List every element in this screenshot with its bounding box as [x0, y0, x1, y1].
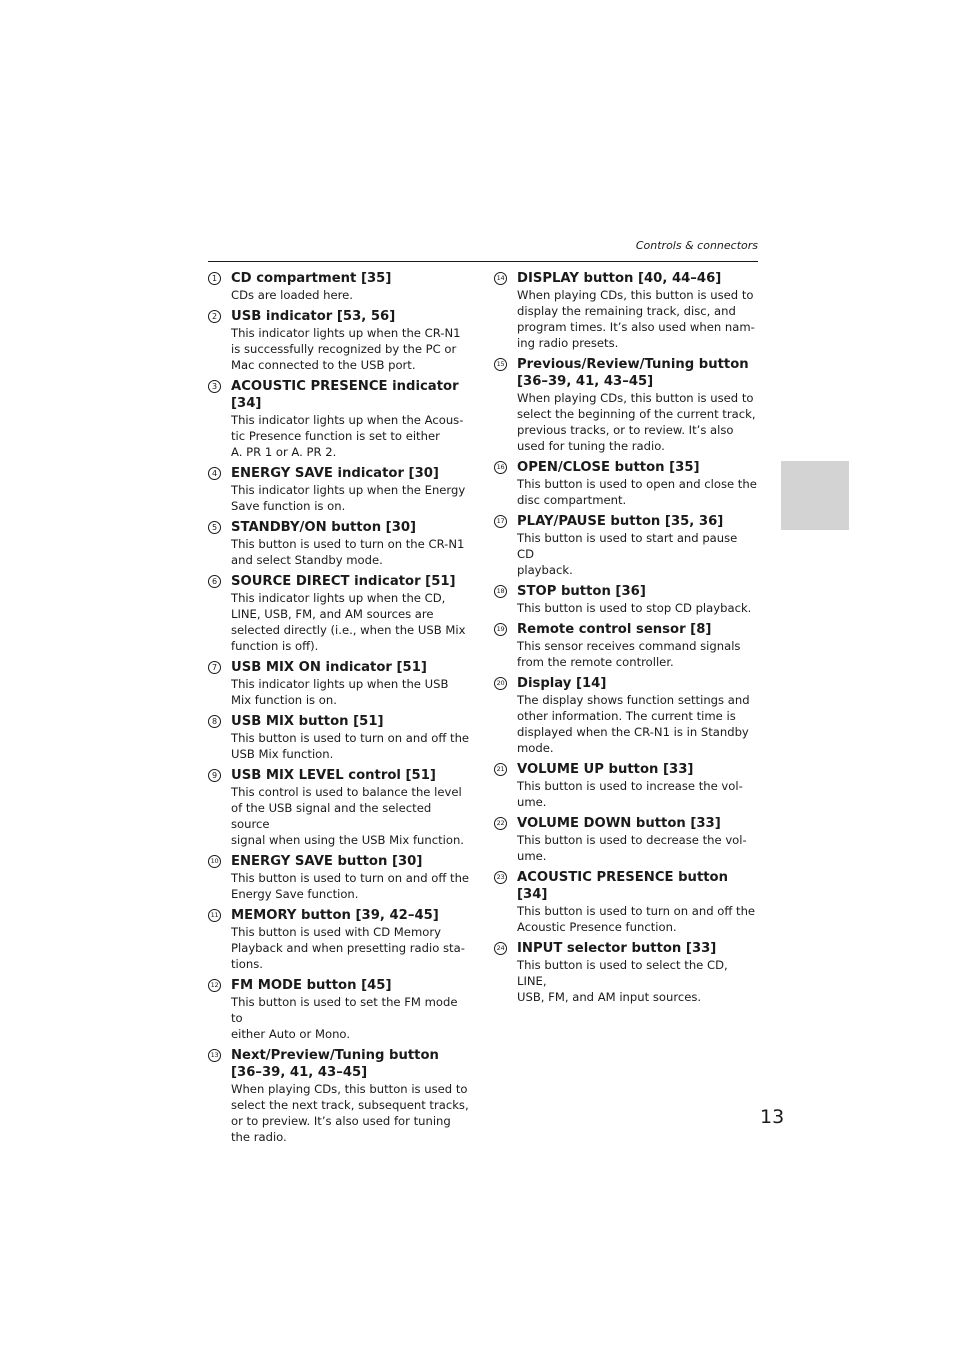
item-title: ACOUSTIC PRESENCE indicator [34] — [231, 379, 459, 411]
item-title: ENERGY SAVE indicator [30] — [231, 466, 439, 481]
item-number-circle: 8 — [208, 715, 221, 728]
item-number-circle: 5 — [208, 521, 221, 534]
item-description-line: ing radio presets. — [517, 336, 619, 350]
item-title: STANDBY/ON button [30] — [231, 520, 417, 535]
item-description-line: This button is used to set the FM mode to — [231, 995, 458, 1025]
item-description-line: This button is used to turn on and off the — [231, 871, 470, 885]
item-title: OPEN/CLOSE button [35] — [517, 460, 700, 475]
control-item — [208, 1047, 472, 1145]
item-title-continued: [36–39, 41, 43–45] — [517, 374, 654, 389]
left-column — [208, 270, 472, 1150]
item-description-line: the radio. — [231, 1130, 287, 1144]
item-number-circle: 3 — [208, 380, 221, 393]
item-title: USB indicator [53, 56] — [231, 309, 396, 324]
item-title: USB MIX button [51] — [231, 714, 384, 729]
item-title: FM MODE button [45] — [231, 978, 392, 993]
item-description-line: Save function is on. — [231, 499, 346, 513]
item-description-line: When playing CDs, this button is used to — [517, 391, 754, 405]
control-item — [208, 270, 472, 303]
item-description-line: This indicator lights up when the Energy — [231, 483, 466, 497]
item-description-line: playback. — [517, 563, 573, 577]
item-description-line: This indicator lights up when the CD, — [231, 591, 446, 605]
item-number-circle: 12 — [208, 979, 221, 992]
control-item — [494, 761, 758, 810]
item-title: Display [14] — [517, 676, 607, 691]
item-number-circle: 10 — [208, 855, 221, 868]
item-number-circle: 13 — [208, 1049, 221, 1062]
item-description-line: Mix function is on. — [231, 693, 337, 707]
item-description-line: from the remote controller. — [517, 655, 674, 669]
item-number-circle: 17 — [494, 515, 507, 528]
item-description-line: This button is used to select the CD, LINE, — [517, 958, 728, 988]
item-title-continued: [36–39, 41, 43–45] — [231, 1065, 368, 1080]
item-description-line: program times. It’s also used when nam- — [517, 320, 755, 334]
item-title: SOURCE DIRECT indicator [51] — [231, 574, 456, 589]
item-description-line: USB Mix function. — [231, 747, 334, 761]
control-item — [208, 519, 472, 568]
item-description-line: signal when using the USB Mix function. — [231, 833, 464, 847]
item-number-circle: 18 — [494, 585, 507, 598]
right-column — [494, 270, 758, 1010]
control-item — [494, 675, 758, 756]
item-description-line: This sensor receives command signals — [517, 639, 741, 653]
item-description-line: used for tuning the radio. — [517, 439, 665, 453]
control-item — [208, 573, 472, 654]
item-description-line: This button is used to turn on and off the — [231, 731, 470, 745]
item-description-line: This control is used to balance the level — [231, 785, 462, 799]
item-description-line: This indicator lights up when the Acous- — [231, 413, 464, 427]
item-description-line: other information. The current time is — [517, 709, 736, 723]
item-description-line: previous tracks, or to review. It’s also — [517, 423, 734, 437]
item-description-line: This button is used to turn on the CR-N1 — [231, 537, 465, 551]
item-description-line: A. PR 1 or A. PR 2. — [231, 445, 337, 459]
item-title: ENERGY SAVE button [30] — [231, 854, 423, 869]
item-description-line: When playing CDs, this button is used to — [231, 1082, 468, 1096]
control-item — [208, 713, 472, 762]
item-description-line: disc compartment. — [517, 493, 627, 507]
item-description-line: is successfully recognized by the PC or — [231, 342, 457, 356]
item-number-circle: 11 — [208, 909, 221, 922]
item-description-line: This button is used to turn on and off the — [517, 904, 756, 918]
control-item — [494, 356, 758, 454]
item-description-line: and select Standby mode. — [231, 553, 383, 567]
control-item — [494, 270, 758, 351]
control-item — [494, 513, 758, 578]
item-description-line: This indicator lights up when the CR-N1 — [231, 326, 461, 340]
item-description-line: mode. — [517, 741, 554, 755]
item-description-line: LINE, USB, FM, and AM sources are — [231, 607, 434, 621]
item-description-line: ume. — [517, 849, 547, 863]
item-description-line: Mac connected to the USB port. — [231, 358, 416, 372]
item-description-line: Acoustic Presence function. — [517, 920, 677, 934]
page-number: 13 — [760, 1106, 785, 1128]
item-number-circle: 9 — [208, 769, 221, 782]
item-description-line: This button is used to stop CD playback. — [517, 601, 752, 615]
item-title: CD compartment [35] — [231, 271, 392, 286]
item-title: Next/Preview/Tuning button — [231, 1048, 439, 1063]
control-item — [208, 308, 472, 373]
item-description-line: This button is used to open and close the — [517, 477, 757, 491]
item-title: VOLUME DOWN button [33] — [517, 816, 721, 831]
item-number-circle: 4 — [208, 467, 221, 480]
item-description-line: tic Presence function is set to either — [231, 429, 440, 443]
item-description-line: display the remaining track, disc, and — [517, 304, 736, 318]
item-title: Previous/Review/Tuning button — [517, 357, 749, 372]
control-item — [494, 940, 758, 1005]
item-description-line: ume. — [517, 795, 547, 809]
item-number-circle: 15 — [494, 358, 507, 371]
item-number-circle: 22 — [494, 817, 507, 830]
item-description-line: CDs are loaded here. — [231, 288, 353, 302]
item-description-line: of the USB signal and the selected source — [231, 801, 432, 831]
item-description-line: This button is used to increase the vol- — [517, 779, 743, 793]
item-description-line: function is off). — [231, 639, 319, 653]
item-number-circle: 2 — [208, 310, 221, 323]
item-number-circle: 21 — [494, 763, 507, 776]
item-number-circle: 6 — [208, 575, 221, 588]
running-header: Controls & connectors — [635, 239, 758, 252]
item-description-line: either Auto or Mono. — [231, 1027, 350, 1041]
item-number-circle: 19 — [494, 623, 507, 636]
item-title: INPUT selector button [33] — [517, 941, 717, 956]
header-rule — [208, 261, 758, 262]
item-number-circle: 7 — [208, 661, 221, 674]
control-item — [208, 659, 472, 708]
item-title: Remote control sensor [8] — [517, 622, 712, 637]
item-number-circle: 23 — [494, 871, 507, 884]
item-description-line: or to preview. It’s also used for tuning — [231, 1114, 451, 1128]
item-description-line: When playing CDs, this button is used to — [517, 288, 754, 302]
item-number-circle: 24 — [494, 942, 507, 955]
item-title: VOLUME UP button [33] — [517, 762, 694, 777]
control-item — [208, 977, 472, 1042]
control-item — [494, 869, 758, 935]
section-tab-marker — [781, 461, 849, 530]
item-title: ACOUSTIC PRESENCE button [34] — [517, 870, 729, 902]
item-number-circle: 14 — [494, 272, 507, 285]
item-description-line: displayed when the CR-N1 is in Standby — [517, 725, 749, 739]
control-item — [494, 459, 758, 508]
control-item — [494, 815, 758, 864]
control-item — [494, 583, 758, 616]
item-description-line: tions. — [231, 957, 263, 971]
item-description-line: This indicator lights up when the USB — [231, 677, 449, 691]
control-item — [208, 378, 472, 460]
item-description-line: The display shows function settings and — [517, 693, 750, 707]
item-description-line: select the next track, subsequent tracks, — [231, 1098, 469, 1112]
item-description-line: This button is used to decrease the vol- — [517, 833, 747, 847]
item-title: STOP button [36] — [517, 584, 646, 599]
item-title: USB MIX LEVEL control [51] — [231, 768, 436, 783]
item-number-circle: 16 — [494, 461, 507, 474]
item-title: DISPLAY button [40, 44–46] — [517, 271, 722, 286]
control-item — [208, 767, 472, 848]
item-description-line: USB, FM, and AM input sources. — [517, 990, 702, 1004]
item-title: MEMORY button [39, 42–45] — [231, 908, 439, 923]
control-item — [208, 853, 472, 902]
item-number-circle: 1 — [208, 272, 221, 285]
item-description-line: Playback and when presetting radio sta- — [231, 941, 465, 955]
control-item — [208, 465, 472, 514]
item-title: USB MIX ON indicator [51] — [231, 660, 427, 675]
item-description-line: Energy Save function. — [231, 887, 359, 901]
item-description-line: select the beginning of the current track, — [517, 407, 756, 421]
control-item — [208, 907, 472, 972]
item-description-line: selected directly (i.e., when the USB Mix — [231, 623, 466, 637]
control-item — [494, 621, 758, 670]
item-number-circle: 20 — [494, 677, 507, 690]
item-description-line: This button is used to start and pause CD — [517, 531, 738, 561]
item-description-line: This button is used with CD Memory — [231, 925, 441, 939]
item-title: PLAY/PAUSE button [35, 36] — [517, 514, 724, 529]
